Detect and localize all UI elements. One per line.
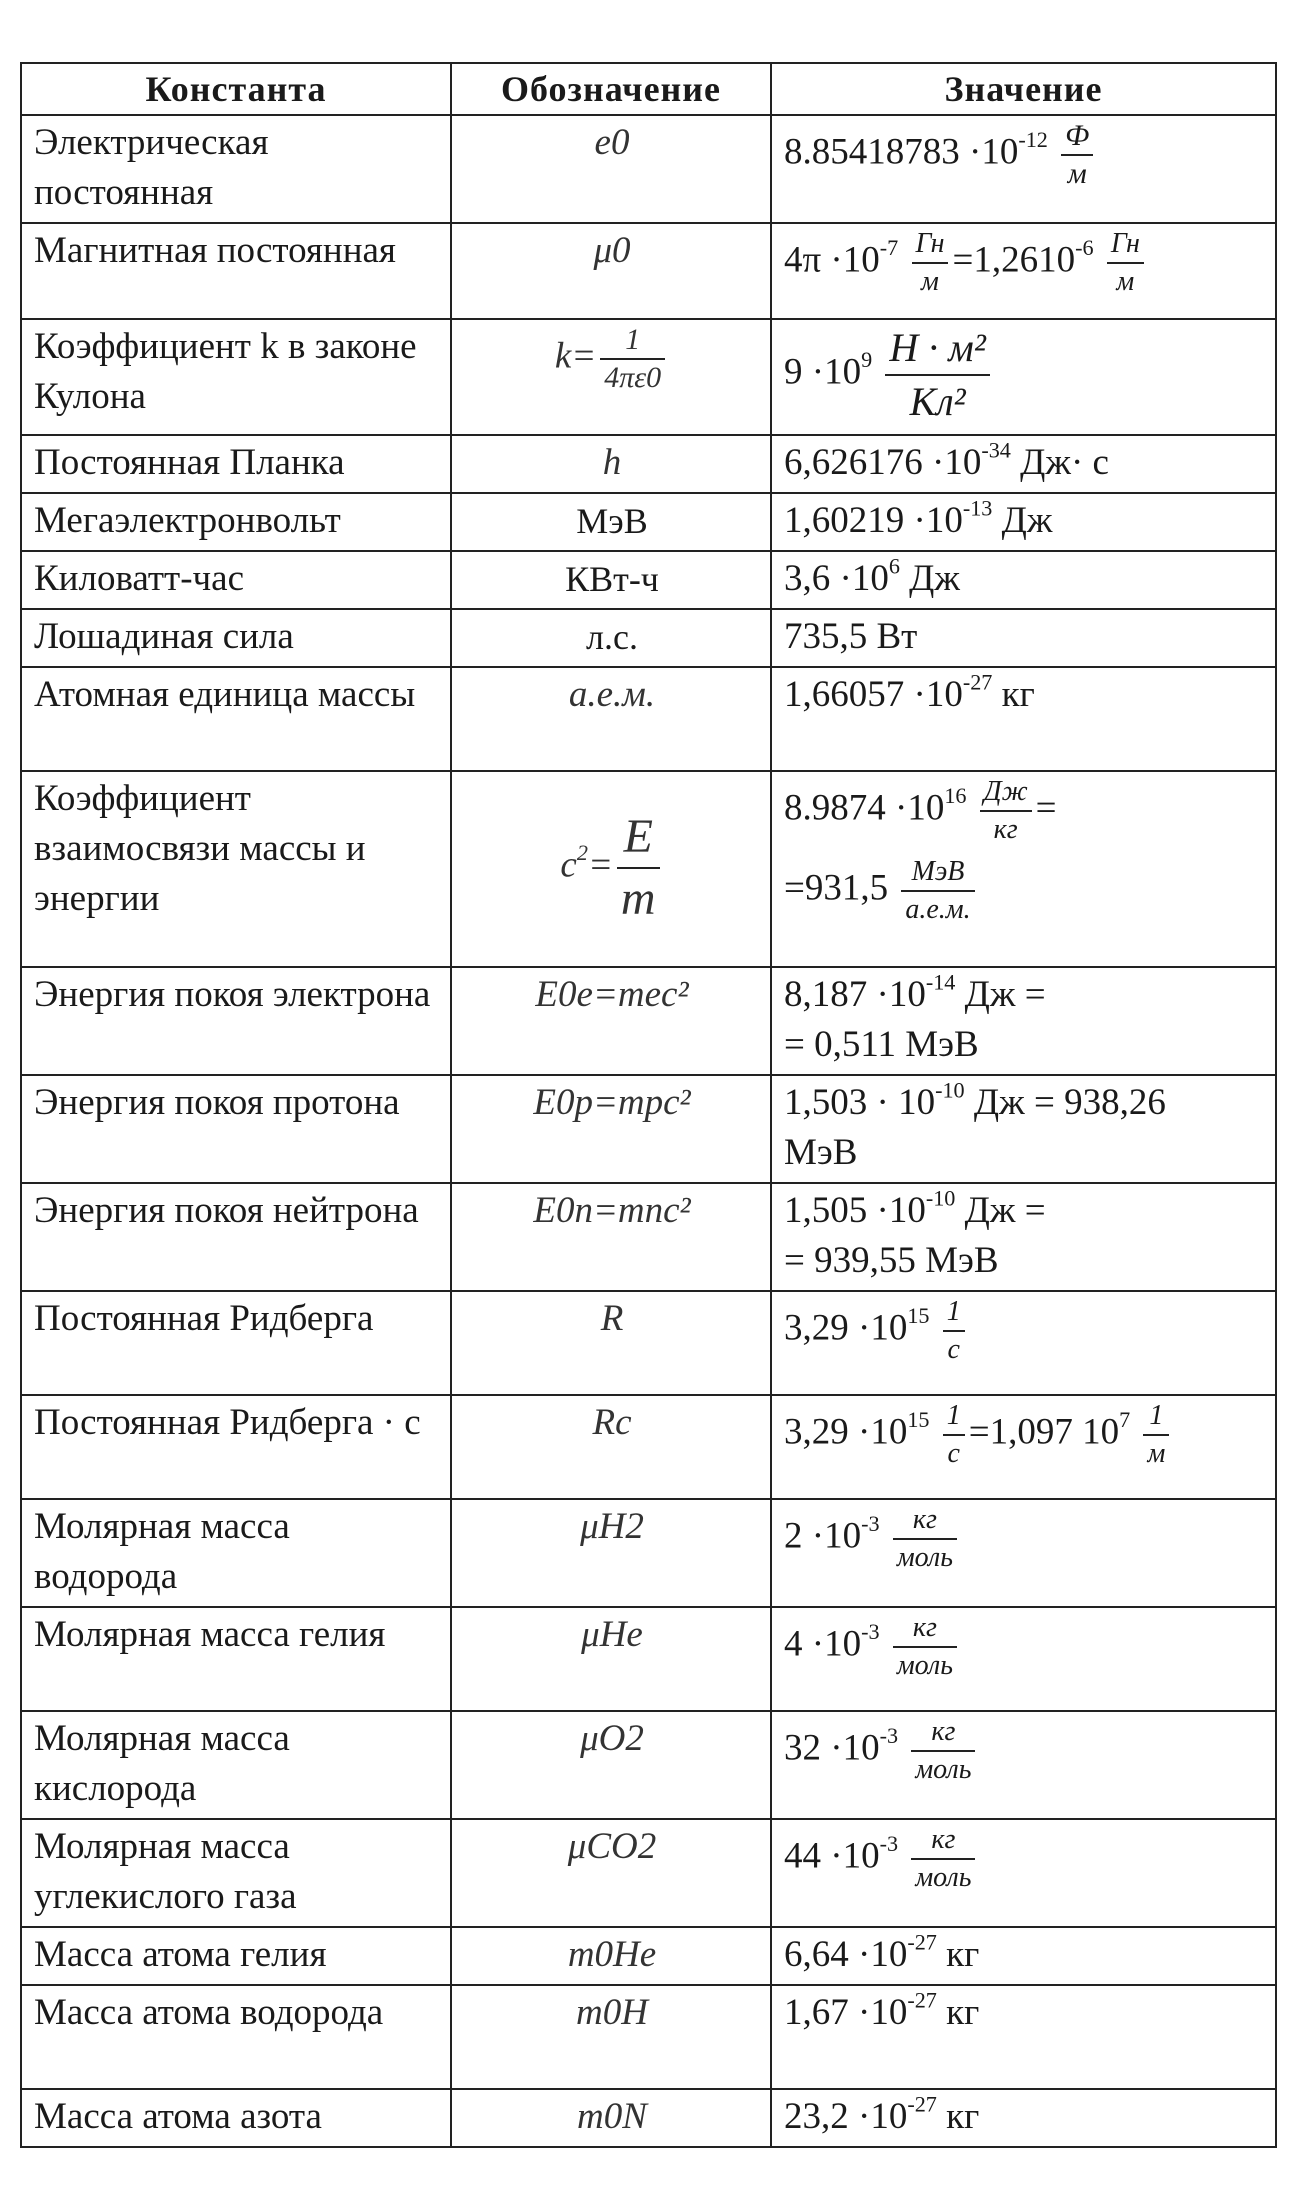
unit-fraction: $\frac{1}{c}$: [943, 1398, 965, 1472]
constant-name: Коэффициент k в законе Кулона: [21, 319, 451, 435]
constant-symbol: h: [451, 435, 771, 493]
constant-name: Лошадиная сила: [21, 609, 451, 667]
constant-symbol: а.е.м.: [451, 667, 771, 771]
table-row: [21, 1819, 1276, 1927]
constant-symbol: R: [451, 1291, 771, 1395]
unit-fraction: $\frac{Дж}{кг}$: [980, 774, 1032, 848]
unit-fraction: $\frac{кг}{\text{моль}}$: [893, 1610, 957, 1684]
constants-sheet: [20, 62, 1275, 2148]
constant-symbol: E0e=mec²: [451, 967, 771, 1075]
constant-value: 735,5 Вт: [771, 609, 1276, 667]
symbol-fraction: $\frac{E}{m}$: [617, 807, 660, 929]
constants-table: [20, 62, 1277, 2148]
constant-symbol: л.с.: [451, 609, 771, 667]
constant-symbol: μHe: [451, 1607, 771, 1711]
constant-value: $44 \cdot 10^{-3}$ $\frac{кг}{\text{моль}}$: [771, 1819, 1276, 1927]
unit-fraction: $\frac{\text{Н · м²}}{\text{Кл²}}$: [885, 322, 989, 428]
constant-name: Энергия покоя нейтрона: [21, 1183, 451, 1291]
table-row: [21, 1927, 1276, 1985]
constant-name: Постоянная Ридберга · c: [21, 1395, 451, 1499]
constant-symbol: k= $\frac{1}{4\pi\varepsilon 0}$: [451, 319, 771, 435]
constant-symbol: E0p=mpc²: [451, 1075, 771, 1183]
constant-name: Киловатт-час: [21, 551, 451, 609]
constant-name: Молярная масса гелия: [21, 1607, 451, 1711]
table-row: [21, 1395, 1276, 1499]
symbol-fraction: $\frac{1}{4\pi\varepsilon 0}$: [600, 322, 665, 396]
constant-value: $8.85418783 \cdot 10^{-12}$ $\frac{Ф}{м}$: [771, 115, 1276, 223]
header-constant: Константа: [21, 63, 451, 115]
table-row: [21, 2089, 1276, 2147]
constant-symbol: μ0: [451, 223, 771, 319]
constant-symbol: m0N: [451, 2089, 771, 2147]
table-row: [21, 967, 1276, 1075]
constant-name: Электрическая постоянная: [21, 115, 451, 223]
constant-symbol: m0He: [451, 1927, 771, 1985]
table-row: [21, 1607, 1276, 1711]
constant-name: Постоянная Планка: [21, 435, 451, 493]
table-row: [21, 1985, 1276, 2089]
constant-symbol: E0n=mnc²: [451, 1183, 771, 1291]
constant-symbol: m0H: [451, 1985, 771, 2089]
constant-symbol: e0: [451, 115, 771, 223]
constant-value: $1,66057 \cdot 10^{-27}$ кг: [771, 667, 1276, 771]
table-row: [21, 771, 1276, 967]
constant-symbol: μH2: [451, 1499, 771, 1607]
constant-value: $9 \cdot 10^9$ $\frac{\text{Н · м²}}{\text{Кл²}}$: [771, 319, 1276, 435]
constant-name: Энергия покоя протона: [21, 1075, 451, 1183]
unit-fraction: $\frac{кг}{\text{моль}}$: [911, 1714, 975, 1788]
unit-fraction: $\frac{Гн}{м}$: [912, 226, 949, 300]
constant-value: $32 \cdot 10^{-3}$ $\frac{кг}{\text{моль}}$: [771, 1711, 1276, 1819]
table-row: [21, 435, 1276, 493]
constant-name: Молярная масса кислорода: [21, 1711, 451, 1819]
unit-fraction: $\frac{\text{МэВ}}{а.е.м.}$: [901, 854, 974, 928]
constant-value: $3,6 \cdot 10^6$ Дж: [771, 551, 1276, 609]
table-row: [21, 223, 1276, 319]
unit-fraction: $\frac{1}{м}$: [1143, 1398, 1169, 1472]
constant-name: Магнитная постоянная: [21, 223, 451, 319]
constant-value: $4\pi \cdot 10^{-7}$ $\frac{Гн}{м}$ $=1,2610^{-6}$ $\frac{Гн}{м}$: [771, 223, 1276, 319]
constant-value: $23,2 \cdot 10^{-27}$ кг: [771, 2089, 1276, 2147]
constant-value: $2 \cdot 10^{-3}$ $\frac{кг}{\text{моль}}$: [771, 1499, 1276, 1607]
constant-name: Масса атома гелия: [21, 1927, 451, 1985]
table-row: [21, 1711, 1276, 1819]
constant-name: Атомная единица массы: [21, 667, 451, 771]
constant-value: $3,29 \cdot 10^{15}$ $\frac{1}{c}$: [771, 1291, 1276, 1395]
table-row: [21, 609, 1276, 667]
constant-name: Мегаэлектронвольт: [21, 493, 451, 551]
constant-name: Энергия покоя электрона: [21, 967, 451, 1075]
constant-name: Постоянная Ридберга: [21, 1291, 451, 1395]
header-row: [21, 63, 1276, 115]
constant-symbol: $c^2=$ $\frac{E}{m}$: [451, 771, 771, 967]
constant-value: $1,503 \cdot 10^{-10}$ Дж = 938,26 МэВ: [771, 1075, 1276, 1183]
unit-fraction: $\frac{1}{c}$: [943, 1294, 965, 1368]
constant-value: $6,64 \cdot 10^{-27}$ кг: [771, 1927, 1276, 1985]
constant-name: Масса атома азота: [21, 2089, 451, 2147]
table-row: [21, 319, 1276, 435]
unit-fraction: $\frac{кг}{\text{моль}}$: [893, 1502, 957, 1576]
constant-name: Масса атома водорода: [21, 1985, 451, 2089]
constant-value: $1,60219 \cdot 10^{-13}$ Дж: [771, 493, 1276, 551]
constant-value: $6,626176 \cdot 10^{-34}$ Дж· с: [771, 435, 1276, 493]
constant-value: $8,187 \cdot 10^{-14}$ Дж = = 0,511 МэВ: [771, 967, 1276, 1075]
unit-fraction: $\frac{Гн}{м}$: [1107, 226, 1144, 300]
constant-symbol: Rc: [451, 1395, 771, 1499]
table-row: [21, 1075, 1276, 1183]
header-symbol: Обозначение: [451, 63, 771, 115]
constant-value: $1,505 \cdot 10^{-10}$ Дж = = 939,55 МэВ: [771, 1183, 1276, 1291]
constant-value: $3,29 \cdot 10^{15}$ $\frac{1}{c}$ =1,097 $10^7$ $\frac{1}{м}$: [771, 1395, 1276, 1499]
header-value: Значение: [771, 63, 1276, 115]
constant-name: Коэффициент взаимосвязи массы и энергии: [21, 771, 451, 967]
constant-symbol: μCO2: [451, 1819, 771, 1927]
unit-fraction: $\frac{Ф}{м}$: [1061, 118, 1093, 192]
constant-symbol: КВт-ч: [451, 551, 771, 609]
table-row: [21, 551, 1276, 609]
constant-symbol: МэВ: [451, 493, 771, 551]
table-row: [21, 1183, 1276, 1291]
constant-value: $8.9874 \cdot 10^{16}$ $\frac{Дж}{кг}$ = =931,5 $\frac{\text{МэВ}}{а.е.м.}$: [771, 771, 1276, 967]
constant-value: $4 \cdot 10^{-3}$ $\frac{кг}{\text{моль}}$: [771, 1607, 1276, 1711]
constant-name: Молярная масса водорода: [21, 1499, 451, 1607]
table-row: [21, 493, 1276, 551]
constant-value: $1,67 \cdot 10^{-27}$ кг: [771, 1985, 1276, 2089]
table-row: [21, 115, 1276, 223]
constant-symbol: μO2: [451, 1711, 771, 1819]
table-row: [21, 1499, 1276, 1607]
table-row: [21, 667, 1276, 771]
constant-name: Молярная масса углекислого газа: [21, 1819, 451, 1927]
unit-fraction: $\frac{кг}{\text{моль}}$: [911, 1822, 975, 1896]
table-row: [21, 1291, 1276, 1395]
